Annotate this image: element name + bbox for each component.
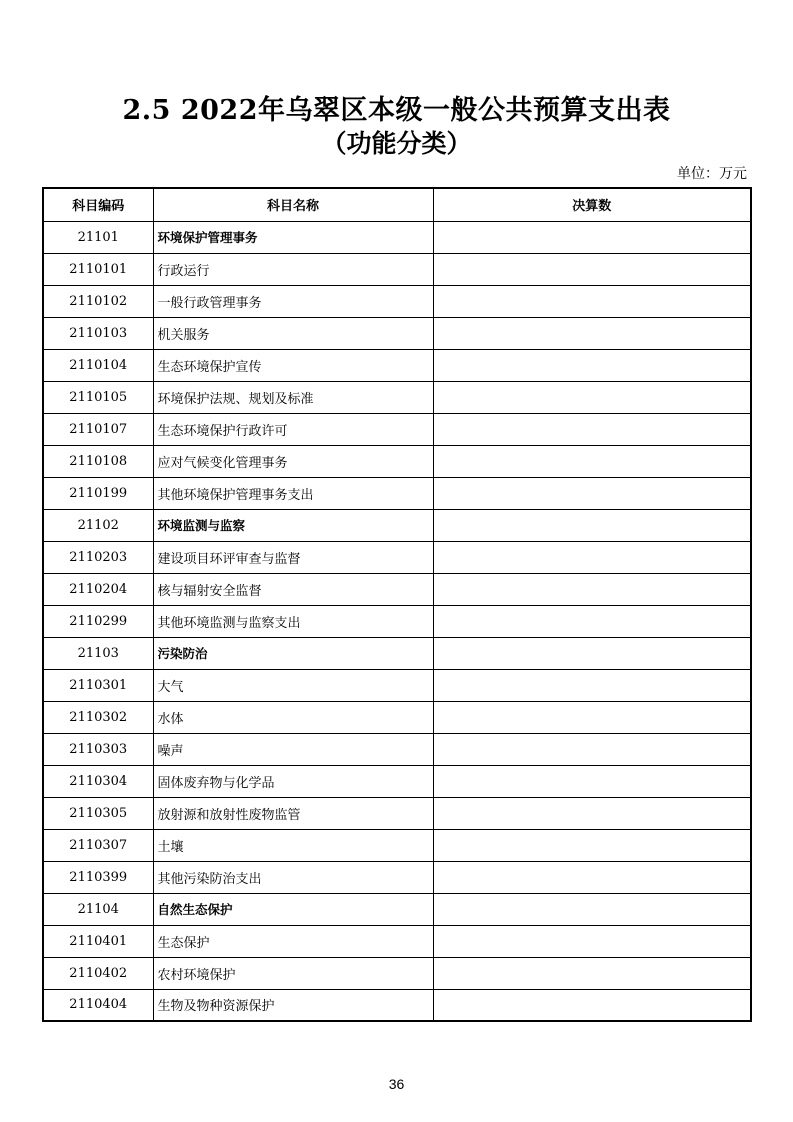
table-row bbox=[43, 829, 751, 861]
row-name: 建设项目环评审查与监督 bbox=[153, 541, 433, 573]
row-code: 2110203 bbox=[43, 541, 153, 573]
page-subtitle: （功能分类） bbox=[321, 129, 472, 158]
table-row bbox=[43, 285, 751, 317]
table-row bbox=[43, 253, 751, 285]
row-code: 2110404 bbox=[43, 989, 153, 1021]
row-name: 生态保护 bbox=[153, 925, 433, 957]
row-code: 2110305 bbox=[43, 797, 153, 829]
table-row bbox=[43, 765, 751, 797]
table-row bbox=[43, 957, 751, 989]
row-code: 2110401 bbox=[43, 925, 153, 957]
row-code: 2110301 bbox=[43, 669, 153, 701]
row-name: 其他污染防治支出 bbox=[153, 861, 433, 893]
row-name: 生物及物种资源保护 bbox=[153, 989, 433, 1021]
header-code: 科目编码 bbox=[43, 188, 153, 221]
table-row bbox=[43, 221, 751, 253]
row-value bbox=[433, 477, 751, 509]
row-code: 2110304 bbox=[43, 765, 153, 797]
table-row bbox=[43, 669, 751, 701]
table-row bbox=[43, 317, 751, 349]
row-value bbox=[433, 733, 751, 765]
row-name: 其他环境保护管理事务支出 bbox=[153, 477, 433, 509]
row-code: 21101 bbox=[43, 221, 153, 253]
row-name: 环境保护管理事务 bbox=[153, 221, 433, 253]
table-row bbox=[43, 477, 751, 509]
row-name: 自然生态保护 bbox=[153, 893, 433, 925]
row-code: 21103 bbox=[43, 637, 153, 669]
row-name: 环境监测与监察 bbox=[153, 509, 433, 541]
row-code: 2110299 bbox=[43, 605, 153, 637]
row-value bbox=[433, 541, 751, 573]
unit-label: 单位：万元 bbox=[677, 166, 747, 182]
table-row bbox=[43, 733, 751, 765]
row-code: 2110102 bbox=[43, 285, 153, 317]
row-value bbox=[433, 765, 751, 797]
budget-table bbox=[42, 187, 752, 1022]
row-code: 2110105 bbox=[43, 381, 153, 413]
row-value bbox=[433, 285, 751, 317]
row-value bbox=[433, 957, 751, 989]
row-value bbox=[433, 989, 751, 1021]
table-row bbox=[43, 637, 751, 669]
table-row bbox=[43, 893, 751, 925]
row-code: 21104 bbox=[43, 893, 153, 925]
row-value bbox=[433, 861, 751, 893]
table-row bbox=[43, 541, 751, 573]
table-row bbox=[43, 605, 751, 637]
row-code: 2110399 bbox=[43, 861, 153, 893]
row-code: 2110303 bbox=[43, 733, 153, 765]
row-name: 一般行政管理事务 bbox=[153, 285, 433, 317]
table-row bbox=[43, 413, 751, 445]
row-name: 农村环境保护 bbox=[153, 957, 433, 989]
row-code: 2110302 bbox=[43, 701, 153, 733]
page-title: 2.5 2022年乌翠区本级一般公共预算支出表 bbox=[122, 95, 671, 126]
row-code: 21102 bbox=[43, 509, 153, 541]
row-value bbox=[433, 637, 751, 669]
table-row bbox=[43, 509, 751, 541]
row-code: 2110108 bbox=[43, 445, 153, 477]
row-name: 固体废弃物与化学品 bbox=[153, 765, 433, 797]
row-value bbox=[433, 221, 751, 253]
row-value bbox=[433, 253, 751, 285]
row-value bbox=[433, 509, 751, 541]
row-value bbox=[433, 445, 751, 477]
row-code: 2110199 bbox=[43, 477, 153, 509]
header-name: 科目名称 bbox=[153, 188, 433, 221]
row-value bbox=[433, 925, 751, 957]
row-name: 核与辐射安全监督 bbox=[153, 573, 433, 605]
row-value bbox=[433, 829, 751, 861]
row-code: 2110307 bbox=[43, 829, 153, 861]
row-value bbox=[433, 701, 751, 733]
row-code: 2110107 bbox=[43, 413, 153, 445]
row-value bbox=[433, 669, 751, 701]
row-value bbox=[433, 349, 751, 381]
row-name: 环境保护法规、规划及标准 bbox=[153, 381, 433, 413]
row-name: 行政运行 bbox=[153, 253, 433, 285]
row-name: 应对气候变化管理事务 bbox=[153, 445, 433, 477]
table-row bbox=[43, 445, 751, 477]
table-row bbox=[43, 925, 751, 957]
row-code: 2110101 bbox=[43, 253, 153, 285]
row-name: 机关服务 bbox=[153, 317, 433, 349]
row-name: 噪声 bbox=[153, 733, 433, 765]
table-header-row bbox=[43, 188, 751, 221]
page-number: 36 bbox=[388, 1076, 405, 1092]
row-name: 水体 bbox=[153, 701, 433, 733]
table-row bbox=[43, 861, 751, 893]
table-row bbox=[43, 381, 751, 413]
row-name: 生态环境保护宣传 bbox=[153, 349, 433, 381]
row-code: 2110103 bbox=[43, 317, 153, 349]
row-value bbox=[433, 893, 751, 925]
row-value bbox=[433, 413, 751, 445]
row-value bbox=[433, 381, 751, 413]
table-row bbox=[43, 797, 751, 829]
row-name: 生态环境保护行政许可 bbox=[153, 413, 433, 445]
row-value bbox=[433, 573, 751, 605]
row-code: 2110104 bbox=[43, 349, 153, 381]
table-row bbox=[43, 989, 751, 1021]
table-row bbox=[43, 349, 751, 381]
row-name: 其他环境监测与监察支出 bbox=[153, 605, 433, 637]
row-code: 2110204 bbox=[43, 573, 153, 605]
table-row bbox=[43, 701, 751, 733]
header-value: 决算数 bbox=[433, 188, 751, 221]
row-name: 土壤 bbox=[153, 829, 433, 861]
row-name: 大气 bbox=[153, 669, 433, 701]
row-code: 2110402 bbox=[43, 957, 153, 989]
row-value bbox=[433, 317, 751, 349]
row-value bbox=[433, 797, 751, 829]
row-name: 放射源和放射性废物监管 bbox=[153, 797, 433, 829]
row-name: 污染防治 bbox=[153, 637, 433, 669]
row-value bbox=[433, 605, 751, 637]
table-row bbox=[43, 573, 751, 605]
